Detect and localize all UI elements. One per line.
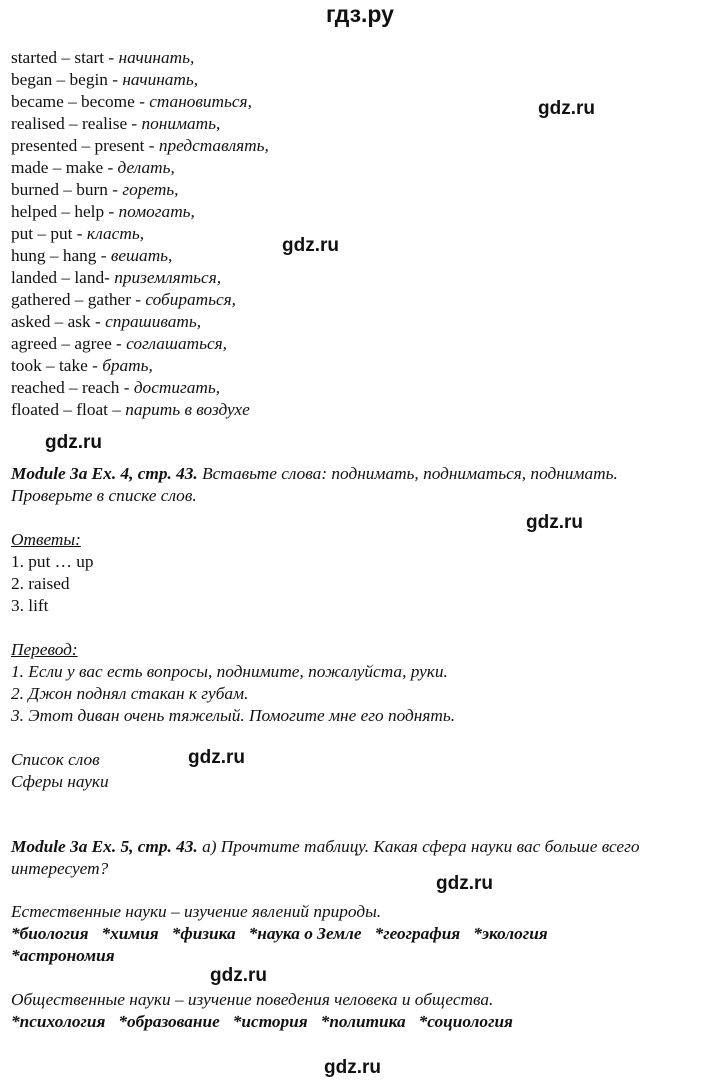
verb-row: burned – burn - гореть, xyxy=(11,180,179,199)
watermark: gdz.ru xyxy=(324,1057,381,1078)
natural-sciences-list-cont: *астрономия xyxy=(11,946,115,965)
watermark: gdz.ru xyxy=(210,965,267,986)
ex5-task: Module 3a Ex. 5, стр. 43. а) Прочтите таблицу. Какая сфера науки вас больше всего xyxy=(11,837,640,856)
verb-row: gathered – gather - собираться, xyxy=(11,290,236,309)
verb-row: reached – reach - достигать, xyxy=(11,378,221,397)
sciences-label: Сферы науки xyxy=(11,772,109,791)
watermark: gdz.ru xyxy=(538,98,595,119)
natural-sciences-list: *биология *химия *физика *наука о Земле *география *экология xyxy=(11,924,548,943)
verb-row: hung – hang - вешать, xyxy=(11,246,173,265)
answer-item: 3. lift xyxy=(11,596,49,615)
verb-row: began – begin - начинать, xyxy=(11,70,199,89)
word-list-label: Список слов xyxy=(11,750,100,769)
verb-row: floated – float – парить в воздухе xyxy=(11,400,250,419)
translation-item: 3. Этот диван очень тяжелый. Помогите мне его поднять. xyxy=(11,706,456,725)
ex5-task-line2: интересует? xyxy=(11,859,109,878)
natural-sciences-title: Естественные науки – изучение явлений природы. xyxy=(11,902,382,921)
watermark: gdz.ru xyxy=(45,432,102,453)
site-header: гдз.ру xyxy=(326,1,394,27)
translation-label: Перевод: xyxy=(11,640,78,659)
verb-row: took – take - брать, xyxy=(11,356,153,375)
ex4-heading: Module 3a Ex. 4, стр. 43. xyxy=(11,464,198,483)
social-sciences-title: Общественные науки – изучение поведения человека и общества. xyxy=(11,990,494,1009)
watermark: gdz.ru xyxy=(282,235,339,256)
answer-item: 1. put … up xyxy=(11,552,94,571)
watermark: gdz.ru xyxy=(188,747,245,768)
verb-row: presented – present - представлять, xyxy=(11,136,269,155)
verb-row: agreed – agree - соглашаться, xyxy=(11,334,227,353)
verb-row: became – become - становиться, xyxy=(11,92,252,111)
ex5-heading: Module 3a Ex. 5, стр. 43. xyxy=(11,837,198,856)
ex4-task-line2: Проверьте в списке слов. xyxy=(11,486,197,505)
verb-row: landed – land- приземляться, xyxy=(11,268,222,287)
verb-row: helped – help - помогать, xyxy=(11,202,195,221)
ex4-task: Module 3a Ex. 4, стр. 43. Вставьте слова: поднимать, подниматься, поднимать. xyxy=(11,464,618,483)
answers-label: Ответы: xyxy=(11,530,81,549)
social-sciences-list: *психология *образование *история *политика *социология xyxy=(11,1012,513,1031)
verb-row: asked – ask - спрашивать, xyxy=(11,312,202,331)
translation-item: 1. Если у вас есть вопросы, поднимите, пожалуйста, руки. xyxy=(11,662,448,681)
watermark: gdz.ru xyxy=(436,873,493,894)
verb-row: started – start - начинать, xyxy=(11,48,195,67)
translation-item: 2. Джон поднял стакан к губам. xyxy=(11,684,249,703)
verb-row: made – make - делать, xyxy=(11,158,175,177)
verb-row: realised – realise - понимать, xyxy=(11,114,221,133)
answer-item: 2. raised xyxy=(11,574,70,593)
watermark: gdz.ru xyxy=(526,512,583,533)
verb-row: put – put - класть, xyxy=(11,224,145,243)
